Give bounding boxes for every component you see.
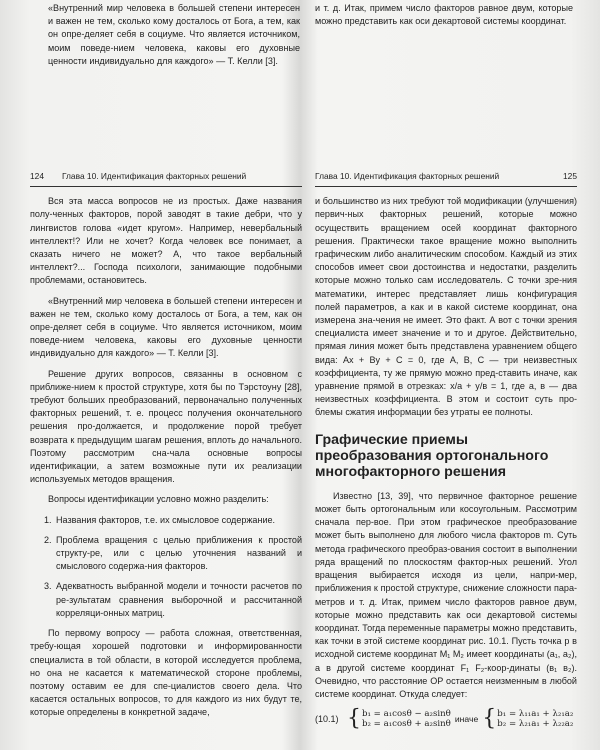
left-page (30, 170, 302, 720)
identification-questions-list (30, 514, 302, 620)
left-brace: { (347, 706, 361, 732)
right-page-number: 125 (563, 171, 577, 181)
right-chapter-header: Глава 10. Идентификация факторных решений (315, 171, 500, 181)
formula-connector: иначе (454, 714, 479, 725)
formula-system-1 (362, 709, 451, 729)
left-top-text: «Внутренний мир человека в большей степени интересен и важен не тем, сколько кому досталось от Бога, а тем, как он опре-деляет себя в социуме. Что является источником, моим поведе-нием человека, каковы его духовные ценности индивидуально для каждого» — Т. Келли [3]. (48, 3, 300, 66)
right-top-excerpt (315, 2, 573, 28)
right-top-text: и т. д. Итак, примем число факторов равное двум, которые можно представить как оси декартовой системы координат. (315, 3, 573, 27)
right-page (315, 170, 577, 732)
left-brace: { (482, 706, 497, 732)
left-chapter-header: Глава 10. Идентификация факторных решений (61, 171, 247, 181)
formula-line: b₂ = λ₂₁a₁ + λ₂₂a₂ (497, 719, 574, 730)
formula-line: b₁ = a₁cosθ − a₂sinθ (362, 709, 451, 720)
left-paragraph-2: Решение других вопросов, связанны в основном с приближе-нием к простой структуре, хотя бы по Тэрстоуну [28], требуют больших преобразований, первоначально полученных факторных решений, т. е. процесс получения окончательного решения про-должается, и продолжение порой требует возврата к предыдущим шагам решения, вплоть до начального. Поэтому рассмотрим сна-чала основные вопросы идентификации, а затем возможные пути их реализации используемых методов вращения. (30, 368, 302, 485)
list-item: 3. Адекватность выбранной модели и точности расчетов по ре-зультатам сравнения выборочной и рассчитанной корреляци-онных матриц. (54, 580, 302, 620)
left-paragraph-1: Вся эта масса вопросов не из простых. Даже названия полу-ченных факторов, порой заводят в такие дебри, что у лингвистов голова «идет кругом». Например, невербальный интеллект!? Или не хочет? Когда человек все понимает, а сказать ничего не может? А, что такое вербальный интеллект?... Господа психологи, занимающие подобными проблемами, остановитесь. (30, 196, 302, 286)
right-paragraph-1: и большинство из них требуют той модификации (улучшения) первич-ных факторных решений, которые можно осуществить вращением осей координат факторного решения. Практически такое вращение можно выполнить графическим либо аналитическим способом. Каждый из этих способов имеет свои достоинства и недостатки, разделить которые можно только сам исследователь. С точки зре-ния математики, интерес представляет лишь конфигурация полей параметров, а как и в какой системе координат, она измерена зна-чения не имеет. Это факт. А вот с точки зрения специалиста имеет значение и то и другое. Действительно, прямая линия может быть представлена уравнением общего вида: Ax + By + C = 0, где A, B, C — три неизвестных коэффициента, ту же прямую можно пред-ставить иначе, как уравнение прямой в отрезках: x/a + y/в = 1, где a, в — два неизвестных коэффициента. В этом и состоит суть про-блемы сжатия информации без утраты ее полноты. (315, 196, 577, 418)
list-item: 2. Проблема вращения с целью приближения к простой структу-ре, или с целью уточнения названий и смыслового содержа-ния факторов. (54, 534, 302, 574)
left-quote: «Внутренний мир человека в большей степени интересен и важен не тем, сколько кому досталось от Бога, а тем, как он опре-деляет себя в социуме. Что является источником, моим поведе-нием человека, каковы его духовные ценности индивидуально для каждого» — Т. Келли [3]. (30, 295, 302, 359)
right-running-header (315, 170, 577, 187)
formula-line: b₁ = λ₁₁a₁ + λ₂₁a₂ (497, 709, 574, 720)
section-title: Графические приемы преобразования ортогонального многофакторного решения (315, 431, 549, 481)
formula-system-2 (497, 709, 573, 729)
left-page-number: 124 (30, 171, 44, 181)
left-top-excerpt (48, 2, 300, 68)
formula-number: (10.1) (315, 714, 339, 725)
formula-line: b₂ = a₁cosθ + a₂sinθ (362, 719, 451, 730)
list-item: 1. Названия факторов, т.е. их смысловое содержание. (54, 514, 302, 527)
formula-10-1 (315, 706, 577, 732)
right-paragraph-2: Известно [13, 39], что первичное факторное решение может быть ортогональным или косоугольным. Рассмотрим сначала пер-вое. При этом графическое преобразование может быть выполнено для любого числа факторов m. Суть метода графического преобраз-ования состоит в выполнении ряда вращений по плоскостям фактор-ных решений. Угол вращения выбирается исходя из цели, напри-мер, приближения к простой структуре, снижение сложности пара-метров и т. д. Итак, примем число факторов равное двум, которые можно представить как оси декартовой системы координат. Тогда переменные параметры можно представить, как точки в этой системе координат рис. 10.1. Пусть точка р в исходной системе координат M₁ M₂ имеет координаты (a₁, a₂), а в другой системе координат F₁ F₂-коор-динаты (в₁ в₂). Очевидно, что расстояние OP остается неизменным в любой системе координат. Откуда следует: (315, 490, 577, 699)
left-paragraph-4: По первому вопросу — работа сложная, ответственная, требу-ющая хорошей подготовки и информированности специалиста в той области, в которой исследуется проблема, но она не касается к математической стороне проблемы, поэтому оставим ее для спе-циалистов своего дела. Что касается остальных вопросов, то для каждого из них будут те, которые определены в конкретной задаче, (30, 628, 302, 718)
left-paragraph-3: Вопросы идентификации условно можно разделить: (48, 494, 269, 505)
left-running-header (30, 170, 302, 187)
